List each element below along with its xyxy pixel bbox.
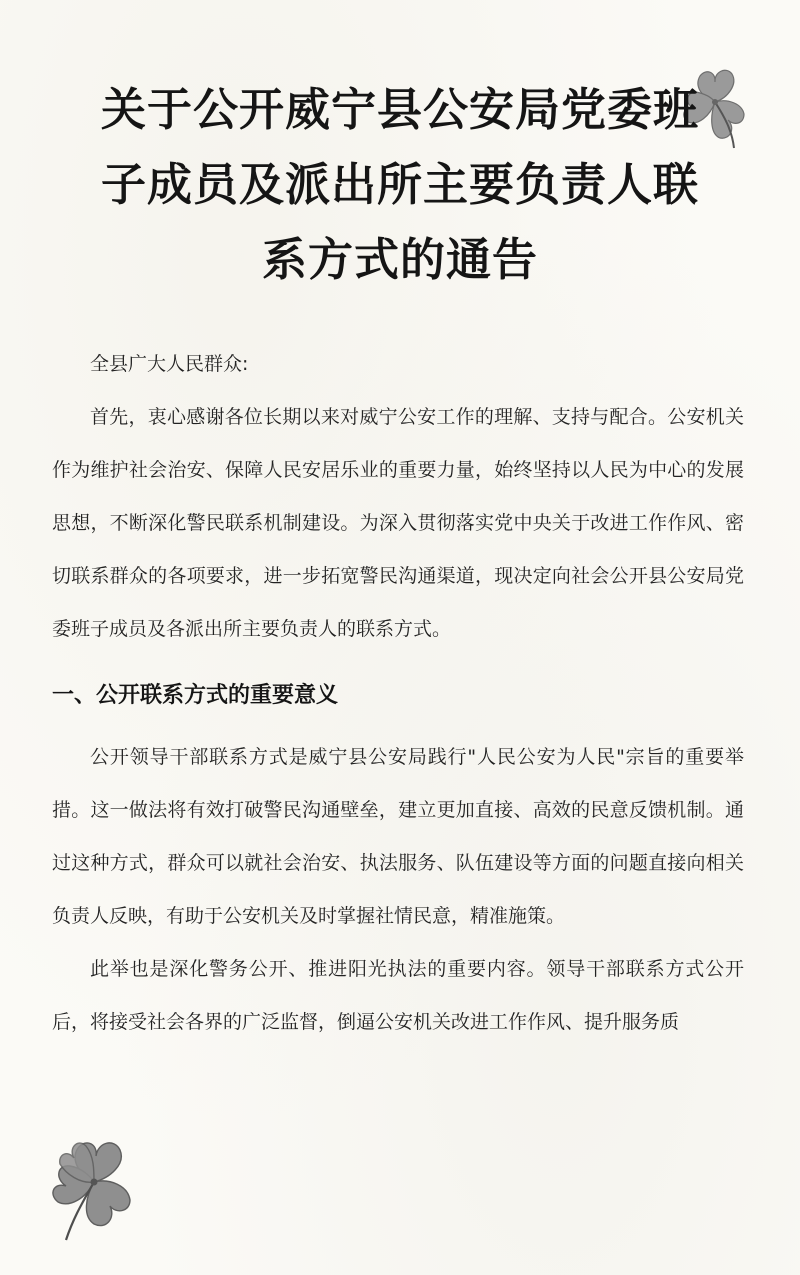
clover-icon xyxy=(40,1130,152,1242)
section-heading: 一、公开联系方式的重要意义 xyxy=(52,683,339,708)
title-line-2: 子成员及派出所主要负责人联 xyxy=(100,158,699,211)
section-paragraph-1: 公开领导干部联系方式是威宁县公安局践行"人民公安为人民"宗旨的重要举措。这一做法将有效打破警民沟通壁垒，建立更加直接、高效的民意反馈机制。通过这种方式，群众可以就社会治安、执法服务、队伍建设等方面的问题直接向相关负责人反映，有助于公安机关及时掌握社情民意，精准施策。 xyxy=(52,746,744,927)
title-line-3: 系方式的通告 xyxy=(261,233,538,286)
intro-paragraph: 首先，衷心感谢各位长期以来对威宁公安工作的理解、支持与配合。公安机关作为维护社会治安、保障人民安居乐业的重要力量，始终坚持以人民为中心的发展思想，不断深化警民联系机制建设。为深入贯彻落实党中央关于改进工作作风、密切联系群众的各项要求，进一步拓宽警民沟通渠道，现决定向社会公开县公安局党委班子成员及各派出所主要负责人的联系方式。 xyxy=(52,406,744,640)
document-body xyxy=(52,338,744,1049)
section-paragraph-2: 此举也是深化警务公开、推进阳光执法的重要内容。领导干部联系方式公开后，将接受社会各界的广泛监督，倒逼公安机关改进工作作风、提升服务质 xyxy=(52,958,744,1033)
document-title xyxy=(40,72,760,297)
salutation: 全县广大人民群众: xyxy=(90,353,249,375)
title-line-1: 关于公开威宁县公安局党委班 xyxy=(100,83,699,136)
